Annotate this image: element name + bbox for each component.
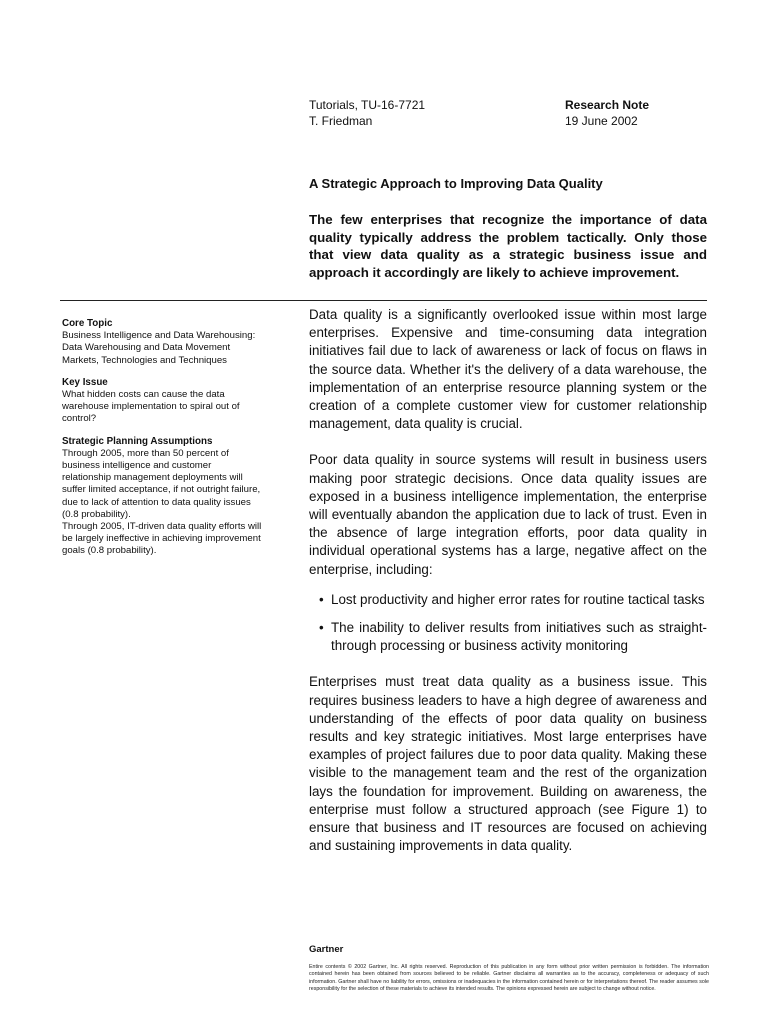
header-doc-type: Research Note	[565, 98, 650, 112]
bullet-list	[309, 591, 707, 656]
assumptions-heading: Strategic Planning Assumptions	[62, 435, 213, 447]
list-item-text: The inability to deliver results from initiatives such as straight-through processing or business activity monitoring	[331, 620, 707, 654]
key-issue-section	[62, 377, 262, 426]
summary: The few enterprises that recognize the importance of data quality typically address the problem tactically. Only those that view data quality as a strategic business issue and approach it accordingly are likely to achieve improvement.	[309, 212, 707, 280]
core-topic-section	[62, 318, 262, 367]
key-issue-text: What hidden costs can cause the data warehouse implementation to spiral out of control?	[62, 389, 240, 425]
document-title: A Strategic Approach to Improving Data Quality	[309, 176, 603, 191]
divider-rule	[60, 300, 707, 301]
body-paragraph: Poor data quality in source systems will result in business users making poor strategic decisions. Once data quality issues are exposed in a business intelligence implementation, the enterprise will eventually abandon the application due to lack of trust. Even in the absence of large integration efforts, poor data quality in individual operational systems has a large, negative affect on the enterprise, including:	[309, 452, 707, 577]
header-series: Tutorials, TU-16-7721	[309, 98, 426, 112]
assumptions-section	[62, 436, 262, 558]
body-paragraph: Data quality is a significantly overlooked issue within most large enterprises. Expensive and time-consuming data integration initiatives fail due to lack of awareness or lack of focus on flaws in the source data. Whether it's the delivery of a data warehouse, the implementation of an enterprise resource planning system or the creation of a complete customer view for customer relationship management, data quality is crucial.	[309, 307, 707, 432]
bullet-icon: •	[319, 591, 324, 607]
bullet-icon: •	[319, 620, 324, 636]
sidebar	[62, 318, 262, 558]
list-item	[309, 619, 707, 655]
core-topic-text: Business Intelligence and Data Warehousing: Data Warehousing and Data Movement Markets, Technologies and Techniques	[62, 330, 256, 366]
key-issue-heading: Key Issue	[62, 376, 108, 388]
assumption-item: Through 2005, more than 50 percent of business intelligence and customer relationship management deployments will suffer limited acceptance, if not outright failure, due to lack of attention to data quality issues (0.8 probability).	[62, 447, 261, 520]
footer-legal: Entire contents © 2002 Gartner, Inc. All rights reserved. Reproduction of this publication in any form without prior written permission is forbidden. The information contained herein has been obtained from sources believed to be reliable. Gartner disclaims all warranties as to the accuracy, completeness or adequacy of such information. Gartner shall have no liability for errors, omissions or inadequacies in the information contained herein or for interpretations thereof. The reader assumes sole responsibility for the selection of these materials to achieve its intended results. The opinions expressed herein are subject to change without notice.	[309, 964, 709, 992]
main-body	[309, 306, 707, 873]
footer-brand: Gartner	[309, 944, 344, 955]
list-item-text: Lost productivity and higher error rates for routine tactical tasks	[331, 591, 705, 607]
body-paragraph: Enterprises must treat data quality as a business issue. This requires business leaders to have a high degree of awareness and understanding of the effects of poor data quality on business results and key strategic initiatives. Most large enterprises have examples of project failures due to poor data quality. Making these visible to the management team and the rest of the organization lays the foundation for improvement. Building on awareness, the enterprise must follow a structured approach (see Figure 1) to ensure that business and IT resources are focused on achieving and sustaining improvements in data quality.	[309, 674, 707, 854]
assumption-item: Through 2005, IT-driven data quality efforts will be largely ineffective in achieving improvement goals (0.8 probability).	[62, 521, 262, 557]
core-topic-heading: Core Topic	[62, 318, 113, 329]
header-author: T. Friedman	[309, 114, 373, 128]
list-item	[309, 591, 707, 609]
header-date: 19 June 2002	[565, 114, 638, 128]
